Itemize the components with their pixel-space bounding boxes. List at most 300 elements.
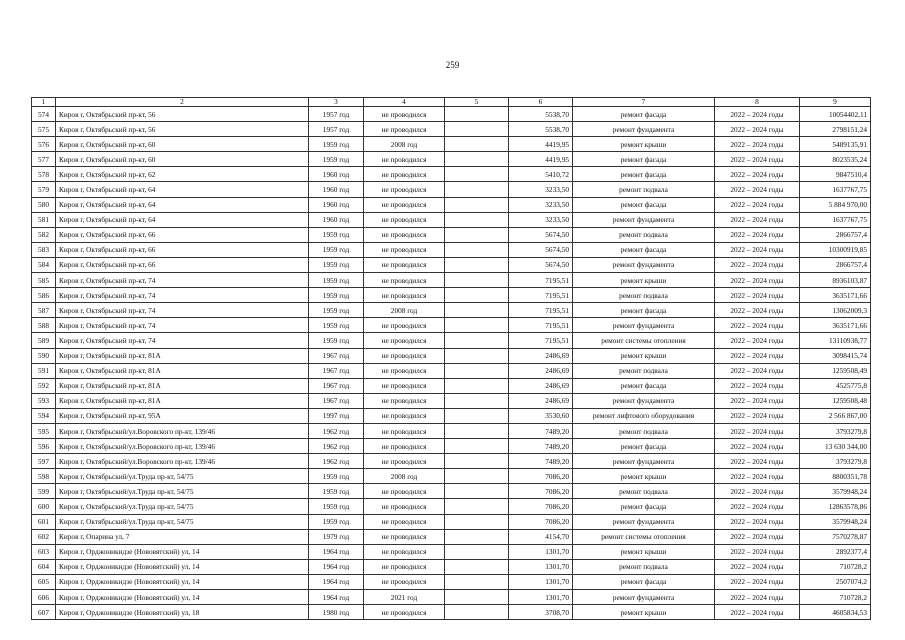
last-repair-year-cell: не проводился [364, 454, 445, 469]
cost-cell: 710728,2 [800, 590, 871, 605]
build-year-cell: 1959 год [309, 137, 364, 152]
period-cell: 2022 – 2024 годы [715, 484, 800, 499]
period-cell: 2022 – 2024 годы [715, 423, 800, 438]
table-row [32, 107, 871, 122]
area-cell: 7489,20 [509, 439, 573, 454]
period-cell: 2022 – 2024 годы [715, 408, 800, 423]
cost-cell: 13110938,77 [800, 333, 871, 348]
table-row [32, 605, 871, 620]
column-header-2: 2 [56, 98, 309, 107]
work-type-cell: ремонт фундамента [573, 122, 715, 137]
build-year-cell: 1959 год [309, 242, 364, 257]
last-repair-year-cell: 2008 год [364, 469, 445, 484]
last-repair-year-cell: не проводился [364, 318, 445, 333]
address-cell: Киров г, Октябрьский пр-кт, 66 [56, 257, 309, 272]
empty-cell-cell [445, 544, 509, 559]
build-year-cell: 1967 год [309, 348, 364, 363]
cost-cell: 12863578,86 [800, 499, 871, 514]
period-cell: 2022 – 2024 годы [715, 574, 800, 589]
cost-cell: 3098415,74 [800, 348, 871, 363]
table-row [32, 197, 871, 212]
work-type-cell: ремонт фундамента [573, 514, 715, 529]
period-cell: 2022 – 2024 годы [715, 378, 800, 393]
cost-cell: 1637767,75 [800, 182, 871, 197]
page-number: 259 [445, 60, 460, 70]
table-row [32, 529, 871, 544]
empty-cell-cell [445, 393, 509, 408]
area-cell: 5674,50 [509, 257, 573, 272]
build-year-cell: 1957 год [309, 122, 364, 137]
empty-cell-cell [445, 152, 509, 167]
cost-cell: 5 884 970,00 [800, 197, 871, 212]
period-cell: 2022 – 2024 годы [715, 197, 800, 212]
address-cell: Киров г, Октябрьский пр-кт, 56 [56, 122, 309, 137]
table-row [32, 499, 871, 514]
row-number-cell: 574 [32, 107, 56, 122]
period-cell: 2022 – 2024 годы [715, 590, 800, 605]
table-row [32, 122, 871, 137]
cost-cell: 2 566 867,00 [800, 408, 871, 423]
row-number-cell: 601 [32, 514, 56, 529]
address-cell: Киров г, Октябрьский пр-кт, 62 [56, 167, 309, 182]
table-row [32, 288, 871, 303]
column-header-5: 5 [445, 98, 509, 107]
column-header-8: 8 [715, 98, 800, 107]
last-repair-year-cell: не проводился [364, 242, 445, 257]
last-repair-year-cell: не проводился [364, 197, 445, 212]
address-cell: Киров г, Октябрьский пр-кт, 81А [56, 348, 309, 363]
cost-cell: 8936103,87 [800, 273, 871, 288]
cost-cell: 13062009,3 [800, 303, 871, 318]
period-cell: 2022 – 2024 годы [715, 363, 800, 378]
work-type-cell: ремонт фасада [573, 197, 715, 212]
period-cell: 2022 – 2024 годы [715, 605, 800, 620]
table-row [32, 454, 871, 469]
period-cell: 2022 – 2024 годы [715, 559, 800, 574]
work-type-cell: ремонт системы отопления [573, 529, 715, 544]
address-cell: Киров г, Октябрьский пр-кт, 95А [56, 408, 309, 423]
period-cell: 2022 – 2024 годы [715, 514, 800, 529]
cost-cell: 4605834,53 [800, 605, 871, 620]
build-year-cell: 1959 год [309, 469, 364, 484]
area-cell: 7195,51 [509, 288, 573, 303]
address-cell: Киров г, Октябрьский пр-кт, 74 [56, 333, 309, 348]
area-cell: 1301,70 [509, 574, 573, 589]
period-cell: 2022 – 2024 годы [715, 227, 800, 242]
table-row [32, 514, 871, 529]
area-cell: 5538,70 [509, 107, 573, 122]
address-cell: Киров г, Орджоникидзе (Нововятский) ул, 14 [56, 574, 309, 589]
row-number-cell: 602 [32, 529, 56, 544]
row-number-cell: 575 [32, 122, 56, 137]
row-number-cell: 582 [32, 227, 56, 242]
row-number-cell: 588 [32, 318, 56, 333]
address-cell: Киров г, Октябрьский пр-кт, 81А [56, 378, 309, 393]
address-cell: Киров г, Октябрьский/ул.Труда пр-кт, 54/75 [56, 514, 309, 529]
area-cell: 7086,20 [509, 469, 573, 484]
work-type-cell: ремонт фасада [573, 439, 715, 454]
empty-cell-cell [445, 197, 509, 212]
period-cell: 2022 – 2024 годы [715, 439, 800, 454]
row-number-cell: 595 [32, 423, 56, 438]
period-cell: 2022 – 2024 годы [715, 152, 800, 167]
last-repair-year-cell: не проводился [364, 514, 445, 529]
work-type-cell: ремонт лифтового оборудования [573, 408, 715, 423]
row-number-cell: 603 [32, 544, 56, 559]
row-number-cell: 596 [32, 439, 56, 454]
row-number-cell: 605 [32, 574, 56, 589]
last-repair-year-cell: не проводился [364, 167, 445, 182]
last-repair-year-cell: не проводился [364, 393, 445, 408]
address-cell: Киров г, Орджоникидзе (Нововятский) ул, 14 [56, 590, 309, 605]
table-row [32, 590, 871, 605]
column-number-row [32, 98, 871, 107]
work-type-cell: ремонт фасада [573, 574, 715, 589]
build-year-cell: 1959 год [309, 318, 364, 333]
address-cell: Киров г, Октябрьский пр-кт, 60 [56, 152, 309, 167]
table-row [32, 469, 871, 484]
row-number-cell: 598 [32, 469, 56, 484]
address-cell: Киров г, Октябрьский/ул.Воровского пр-кт, 139/46 [56, 423, 309, 438]
table-row [32, 574, 871, 589]
row-number-cell: 579 [32, 182, 56, 197]
last-repair-year-cell: не проводился [364, 333, 445, 348]
row-number-cell: 591 [32, 363, 56, 378]
address-cell: Киров г, Октябрьский пр-кт, 60 [56, 137, 309, 152]
cost-cell: 3635171,66 [800, 288, 871, 303]
last-repair-year-cell: 2021 год [364, 590, 445, 605]
build-year-cell: 1960 год [309, 167, 364, 182]
table-row [32, 333, 871, 348]
address-cell: Киров г, Октябрьский пр-кт, 64 [56, 182, 309, 197]
table-row [32, 559, 871, 574]
empty-cell-cell [445, 167, 509, 182]
work-type-cell: ремонт подвала [573, 559, 715, 574]
period-cell: 2022 – 2024 годы [715, 393, 800, 408]
build-year-cell: 1967 год [309, 378, 364, 393]
area-cell: 7489,20 [509, 454, 573, 469]
empty-cell-cell [445, 605, 509, 620]
build-year-cell: 1959 год [309, 227, 364, 242]
period-cell: 2022 – 2024 годы [715, 454, 800, 469]
work-type-cell: ремонт фундамента [573, 393, 715, 408]
table-body [32, 107, 871, 620]
last-repair-year-cell: не проводился [364, 378, 445, 393]
column-header-1: 1 [32, 98, 56, 107]
table-row [32, 423, 871, 438]
build-year-cell: 1960 год [309, 182, 364, 197]
address-cell: Киров г, Октябрьский пр-кт, 66 [56, 227, 309, 242]
address-cell: Киров г, Октябрьский пр-кт, 81А [56, 393, 309, 408]
area-cell: 2486,69 [509, 378, 573, 393]
period-cell: 2022 – 2024 годы [715, 137, 800, 152]
build-year-cell: 1967 год [309, 363, 364, 378]
period-cell: 2022 – 2024 годы [715, 348, 800, 363]
table-row [32, 257, 871, 272]
row-number-cell: 606 [32, 590, 56, 605]
last-repair-year-cell: не проводился [364, 423, 445, 438]
period-cell: 2022 – 2024 годы [715, 182, 800, 197]
cost-cell: 3579948,24 [800, 514, 871, 529]
row-number-cell: 604 [32, 559, 56, 574]
build-year-cell: 1997 год [309, 408, 364, 423]
build-year-cell: 1959 год [309, 514, 364, 529]
build-year-cell: 1959 год [309, 484, 364, 499]
row-number-cell: 590 [32, 348, 56, 363]
empty-cell-cell [445, 559, 509, 574]
area-cell: 5674,50 [509, 242, 573, 257]
empty-cell-cell [445, 122, 509, 137]
work-type-cell: ремонт подвала [573, 288, 715, 303]
empty-cell-cell [445, 137, 509, 152]
build-year-cell: 1959 год [309, 257, 364, 272]
last-repair-year-cell: не проводился [364, 152, 445, 167]
area-cell: 1301,70 [509, 559, 573, 574]
table-row [32, 227, 871, 242]
row-number-cell: 584 [32, 257, 56, 272]
address-cell: Киров г, Октябрьский пр-кт, 74 [56, 288, 309, 303]
row-number-cell: 585 [32, 273, 56, 288]
last-repair-year-cell: не проводился [364, 227, 445, 242]
build-year-cell: 1964 год [309, 574, 364, 589]
work-type-cell: ремонт фундамента [573, 212, 715, 227]
empty-cell-cell [445, 212, 509, 227]
cost-cell: 2507074,2 [800, 574, 871, 589]
address-cell: Киров г, Октябрьский пр-кт, 66 [56, 242, 309, 257]
last-repair-year-cell: не проводился [364, 182, 445, 197]
column-header-7: 7 [573, 98, 715, 107]
work-type-cell: ремонт фундамента [573, 257, 715, 272]
area-cell: 1301,70 [509, 544, 573, 559]
build-year-cell: 1959 год [309, 152, 364, 167]
last-repair-year-cell: не проводился [364, 107, 445, 122]
work-type-cell: ремонт крыши [573, 273, 715, 288]
cost-cell: 7570278,87 [800, 529, 871, 544]
area-cell: 3233,50 [509, 197, 573, 212]
area-cell: 7195,51 [509, 333, 573, 348]
empty-cell-cell [445, 469, 509, 484]
cost-cell: 3579948,24 [800, 484, 871, 499]
cost-cell: 1259508,48 [800, 393, 871, 408]
last-repair-year-cell: не проводился [364, 484, 445, 499]
last-repair-year-cell: не проводился [364, 544, 445, 559]
build-year-cell: 1980 год [309, 605, 364, 620]
period-cell: 2022 – 2024 годы [715, 107, 800, 122]
table-row [32, 439, 871, 454]
row-number-cell: 578 [32, 167, 56, 182]
area-cell: 5410,72 [509, 167, 573, 182]
empty-cell-cell [445, 273, 509, 288]
last-repair-year-cell: не проводился [364, 499, 445, 514]
address-cell: Киров г, Октябрьский/ул.Труда пр-кт, 54/75 [56, 469, 309, 484]
work-type-cell: ремонт подвала [573, 363, 715, 378]
area-cell: 7489,20 [509, 423, 573, 438]
column-header-9: 9 [800, 98, 871, 107]
build-year-cell: 1962 год [309, 454, 364, 469]
cost-cell: 1259508,49 [800, 363, 871, 378]
build-year-cell: 1959 год [309, 273, 364, 288]
row-number-cell: 576 [32, 137, 56, 152]
build-year-cell: 1979 год [309, 529, 364, 544]
cost-cell: 8023535,24 [800, 152, 871, 167]
area-cell: 5538,70 [509, 122, 573, 137]
address-cell: Киров г, Октябрьский пр-кт, 56 [56, 107, 309, 122]
build-year-cell: 1959 год [309, 499, 364, 514]
empty-cell-cell [445, 333, 509, 348]
empty-cell-cell [445, 590, 509, 605]
empty-cell-cell [445, 107, 509, 122]
capital-repair-table [31, 97, 871, 620]
address-cell: Киров г, Орджоникидзе (Нововятский) ул, 18 [56, 605, 309, 620]
area-cell: 3233,50 [509, 212, 573, 227]
row-number-cell: 607 [32, 605, 56, 620]
period-cell: 2022 – 2024 годы [715, 257, 800, 272]
row-number-cell: 594 [32, 408, 56, 423]
build-year-cell: 1962 год [309, 423, 364, 438]
row-number-cell: 592 [32, 378, 56, 393]
area-cell: 7195,51 [509, 273, 573, 288]
area-cell: 3233,50 [509, 182, 573, 197]
table-row [32, 137, 871, 152]
cost-cell: 4525775,8 [800, 378, 871, 393]
address-cell: Киров г, Октябрьский пр-кт, 81А [56, 363, 309, 378]
row-number-cell: 583 [32, 242, 56, 257]
row-number-cell: 597 [32, 454, 56, 469]
area-cell: 7086,20 [509, 484, 573, 499]
cost-cell: 8800351,78 [800, 469, 871, 484]
work-type-cell: ремонт фасада [573, 107, 715, 122]
period-cell: 2022 – 2024 годы [715, 469, 800, 484]
address-cell: Киров г, Октябрьский пр-кт, 64 [56, 197, 309, 212]
work-type-cell: ремонт подвала [573, 227, 715, 242]
last-repair-year-cell: 2008 год [364, 303, 445, 318]
table-row [32, 212, 871, 227]
work-type-cell: ремонт подвала [573, 423, 715, 438]
work-type-cell: ремонт крыши [573, 137, 715, 152]
last-repair-year-cell: не проводился [364, 363, 445, 378]
address-cell: Киров г, Октябрьский пр-кт, 74 [56, 318, 309, 333]
address-cell: Киров г, Орджоникидзе (Нововятский) ул, 14 [56, 559, 309, 574]
empty-cell-cell [445, 182, 509, 197]
last-repair-year-cell: не проводился [364, 257, 445, 272]
empty-cell-cell [445, 288, 509, 303]
address-cell: Киров г, Орджоникидзе (Нововятский) ул, 14 [56, 544, 309, 559]
work-type-cell: ремонт фасада [573, 167, 715, 182]
period-cell: 2022 – 2024 годы [715, 544, 800, 559]
empty-cell-cell [445, 514, 509, 529]
period-cell: 2022 – 2024 годы [715, 212, 800, 227]
address-cell: Киров г, Октябрьский/ул.Воровского пр-кт, 139/46 [56, 454, 309, 469]
empty-cell-cell [445, 318, 509, 333]
empty-cell-cell [445, 439, 509, 454]
area-cell: 2486,69 [509, 348, 573, 363]
build-year-cell: 1964 год [309, 590, 364, 605]
table-row [32, 318, 871, 333]
area-cell: 7195,51 [509, 318, 573, 333]
table-row [32, 167, 871, 182]
build-year-cell: 1962 год [309, 439, 364, 454]
empty-cell-cell [445, 257, 509, 272]
area-cell: 1301,70 [509, 590, 573, 605]
work-type-cell: ремонт крыши [573, 348, 715, 363]
empty-cell-cell [445, 242, 509, 257]
area-cell: 7086,20 [509, 514, 573, 529]
empty-cell-cell [445, 454, 509, 469]
row-number-cell: 593 [32, 393, 56, 408]
table-row [32, 393, 871, 408]
work-type-cell: ремонт крыши [573, 605, 715, 620]
work-type-cell: ремонт фундамента [573, 590, 715, 605]
last-repair-year-cell: не проводился [364, 529, 445, 544]
row-number-cell: 580 [32, 197, 56, 212]
area-cell: 3708,70 [509, 605, 573, 620]
table-row [32, 408, 871, 423]
work-type-cell: ремонт фасада [573, 303, 715, 318]
work-type-cell: ремонт фасада [573, 152, 715, 167]
last-repair-year-cell: не проводился [364, 288, 445, 303]
area-cell: 7195,51 [509, 303, 573, 318]
period-cell: 2022 – 2024 годы [715, 333, 800, 348]
cost-cell: 10054402,11 [800, 107, 871, 122]
period-cell: 2022 – 2024 годы [715, 273, 800, 288]
period-cell: 2022 – 2024 годы [715, 303, 800, 318]
cost-cell: 5489135,91 [800, 137, 871, 152]
cost-cell: 3793279,8 [800, 454, 871, 469]
cost-cell: 3635171,66 [800, 318, 871, 333]
work-type-cell: ремонт фасада [573, 378, 715, 393]
area-cell: 4419,95 [509, 137, 573, 152]
work-type-cell: ремонт системы отопления [573, 333, 715, 348]
work-type-cell: ремонт фундамента [573, 454, 715, 469]
last-repair-year-cell: не проводился [364, 439, 445, 454]
work-type-cell: ремонт фасада [573, 242, 715, 257]
table-row [32, 378, 871, 393]
empty-cell-cell [445, 423, 509, 438]
empty-cell-cell [445, 408, 509, 423]
last-repair-year-cell: 2008 год [364, 137, 445, 152]
period-cell: 2022 – 2024 годы [715, 529, 800, 544]
row-number-cell: 589 [32, 333, 56, 348]
cost-cell: 3793279,8 [800, 423, 871, 438]
cost-cell: 2866757,4 [800, 257, 871, 272]
column-header-3: 3 [309, 98, 364, 107]
address-cell: Киров г, Октябрьский пр-кт, 74 [56, 303, 309, 318]
column-header-6: 6 [509, 98, 573, 107]
empty-cell-cell [445, 499, 509, 514]
area-cell: 5674,50 [509, 227, 573, 242]
work-type-cell: ремонт подвала [573, 182, 715, 197]
row-number-cell: 599 [32, 484, 56, 499]
cost-cell: 9847510,4 [800, 167, 871, 182]
cost-cell: 2892377,4 [800, 544, 871, 559]
work-type-cell: ремонт подвала [573, 484, 715, 499]
build-year-cell: 1960 год [309, 212, 364, 227]
build-year-cell: 1960 год [309, 197, 364, 212]
last-repair-year-cell: не проводился [364, 574, 445, 589]
build-year-cell: 1964 год [309, 559, 364, 574]
cost-cell: 13 630 344,00 [800, 439, 871, 454]
empty-cell-cell [445, 574, 509, 589]
table-row [32, 544, 871, 559]
empty-cell-cell [445, 378, 509, 393]
table-row [32, 182, 871, 197]
work-type-cell: ремонт фундамента [573, 318, 715, 333]
period-cell: 2022 – 2024 годы [715, 122, 800, 137]
last-repair-year-cell: не проводился [364, 348, 445, 363]
period-cell: 2022 – 2024 годы [715, 242, 800, 257]
table-row [32, 484, 871, 499]
cost-cell: 710728,2 [800, 559, 871, 574]
